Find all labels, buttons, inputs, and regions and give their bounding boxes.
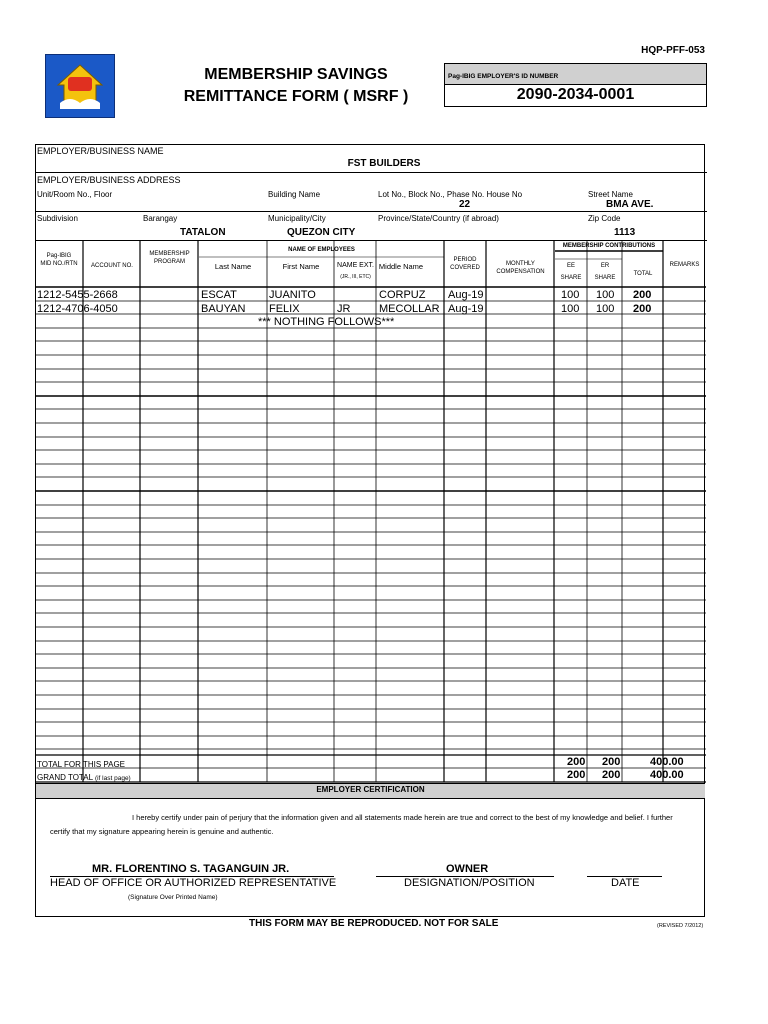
pagibig-logo <box>45 54 115 118</box>
signatory-label: HEAD OF OFFICE OR AUTHORIZED REPRESENTATIVE <box>50 877 337 889</box>
col-middle-header: Middle Name <box>378 262 424 271</box>
certification-title: EMPLOYER CERTIFICATION <box>316 785 425 794</box>
form-frame <box>35 144 705 917</box>
street-value[interactable]: BMA AVE. <box>606 199 654 210</box>
form-code: HQP-PFF-053 <box>641 45 705 56</box>
row-2-er[interactable]: 100 <box>596 303 615 315</box>
total-page-label: TOTAL FOR THIS PAGE <box>37 760 126 769</box>
total-page-er[interactable]: 200 <box>602 756 621 768</box>
row-1-last[interactable]: ESCAT <box>201 289 237 301</box>
city-label: Municipality/City <box>268 214 326 223</box>
row-1-total[interactable]: 200 <box>633 289 652 301</box>
employer-name-label: EMPLOYER/BUSINESS NAME <box>37 146 164 156</box>
col-er-header: ER SHARE <box>594 263 616 281</box>
row-2-period[interactable]: Aug-19 <box>448 303 484 315</box>
col-contributions-group-header: MEMBERSHIP CONTRIBUTIONS <box>562 243 656 249</box>
revision-note: (REVISED 7/2012) <box>657 923 704 929</box>
unit-label: Unit/Room No., Floor <box>37 190 113 199</box>
col-names-group-header: NAME OF EMPLOYEES <box>288 247 355 253</box>
row-1-ee[interactable]: 100 <box>561 289 580 301</box>
row-2-mid[interactable]: 1212-4706-4050 <box>37 303 118 315</box>
total-page-total[interactable]: 400.00 <box>650 756 684 768</box>
row-2-total[interactable]: 200 <box>633 303 652 315</box>
designation-value[interactable]: OWNER <box>446 863 489 875</box>
lot-value[interactable]: 22 <box>459 199 471 210</box>
col-monthly-header: MONTHLY COMPENSATION <box>496 261 545 275</box>
house-hands-icon <box>46 55 114 117</box>
barangay-label: Barangay <box>143 214 178 223</box>
col-ext-subheader: (JR., III, ETC) <box>340 274 371 280</box>
col-ee-header: EE SHARE <box>560 263 582 281</box>
subdivision-label: Subdivision <box>37 214 78 223</box>
lot-label: Lot No., Block No., Phase No. House No <box>378 190 523 199</box>
building-label: Building Name <box>268 190 321 199</box>
form-title-line2: REMITTANCE FORM ( MSRF ) <box>183 88 409 105</box>
form-title <box>150 64 442 108</box>
row-1-first[interactable]: JUANITO <box>269 289 316 301</box>
employer-id-number[interactable]: 2090-2034-0001 <box>516 86 635 103</box>
form-title-line1: MEMBERSHIP SAVINGS <box>204 66 388 83</box>
employer-address-label: EMPLOYER/BUSINESS ADDRESS <box>37 175 181 185</box>
row-2-ext[interactable]: JR <box>337 303 351 315</box>
total-page-ee[interactable]: 200 <box>567 756 586 768</box>
city-value[interactable]: QUEZON CITY <box>287 227 356 238</box>
col-program-header: MEMBERSHIP PROGRAM <box>149 251 190 265</box>
employer-id-box <box>444 63 707 107</box>
grand-total-er[interactable]: 200 <box>602 769 621 781</box>
row-2-ee[interactable]: 100 <box>561 303 580 315</box>
col-mid-header: Pag-IBIG MID NO./RTN <box>40 253 78 267</box>
date-label: DATE <box>611 877 640 889</box>
employer-id-label: Pag-IBIG EMPLOYER'S ID NUMBER <box>448 73 559 80</box>
row-1-er[interactable]: 100 <box>596 289 615 301</box>
col-last-header: Last Name <box>214 262 252 271</box>
province-label: Province/State/Country (if abroad) <box>378 214 499 223</box>
row-1-middle[interactable]: CORPUZ <box>379 289 426 301</box>
divider <box>35 240 707 241</box>
signatory-note: (Signature Over Printed Name) <box>128 894 218 901</box>
row-2-last[interactable]: BAUYAN <box>201 303 246 315</box>
zip-value[interactable]: 1113 <box>614 227 636 238</box>
col-remarks-header: REMARKS <box>669 262 700 268</box>
row-1-mid[interactable]: 1212-5455-2668 <box>37 289 118 301</box>
grand-total-label: GRAND TOTAL (if last page) <box>37 773 131 782</box>
designation-label: DESIGNATION/POSITION <box>404 877 535 889</box>
zip-label: Zip Code <box>588 214 621 223</box>
barangay-value[interactable]: TATALON <box>180 227 226 238</box>
row-2-first[interactable]: FELIX <box>269 303 300 315</box>
employer-name[interactable]: FST BUILDERS <box>347 158 421 169</box>
grand-total-total[interactable]: 400.00 <box>650 769 684 781</box>
col-ext-header: NAME EXT. <box>337 262 374 269</box>
col-first-header: First Name <box>282 262 320 271</box>
certification-band <box>36 783 705 799</box>
divider <box>35 172 707 173</box>
col-total-header: TOTAL <box>633 271 653 277</box>
col-account-header: ACCOUNT NO. <box>91 263 133 269</box>
certification-text-1: I hereby certify under pain of perjury that the information given and all statements made herein are true and correct to the best of my knowledge and belief. I further <box>132 813 673 822</box>
footer-notice: THIS FORM MAY BE REPRODUCED. NOT FOR SALE <box>249 918 499 929</box>
certification-text-2: certify that my signature appearing herein is genuine and authentic. <box>50 827 274 836</box>
divider <box>35 211 707 212</box>
signatory-name[interactable]: MR. FLORENTINO S. TAGANGUIN JR. <box>92 863 290 875</box>
grand-total-ee[interactable]: 200 <box>567 769 586 781</box>
street-label: Street Name <box>588 190 633 199</box>
row-1-period[interactable]: Aug-19 <box>448 289 484 301</box>
row-2-middle[interactable]: MECOLLAR <box>379 303 440 315</box>
nothing-follows: *** NOTHING FOLLOWS*** <box>258 316 395 328</box>
col-period-header: PERIOD COVERED <box>450 257 480 271</box>
